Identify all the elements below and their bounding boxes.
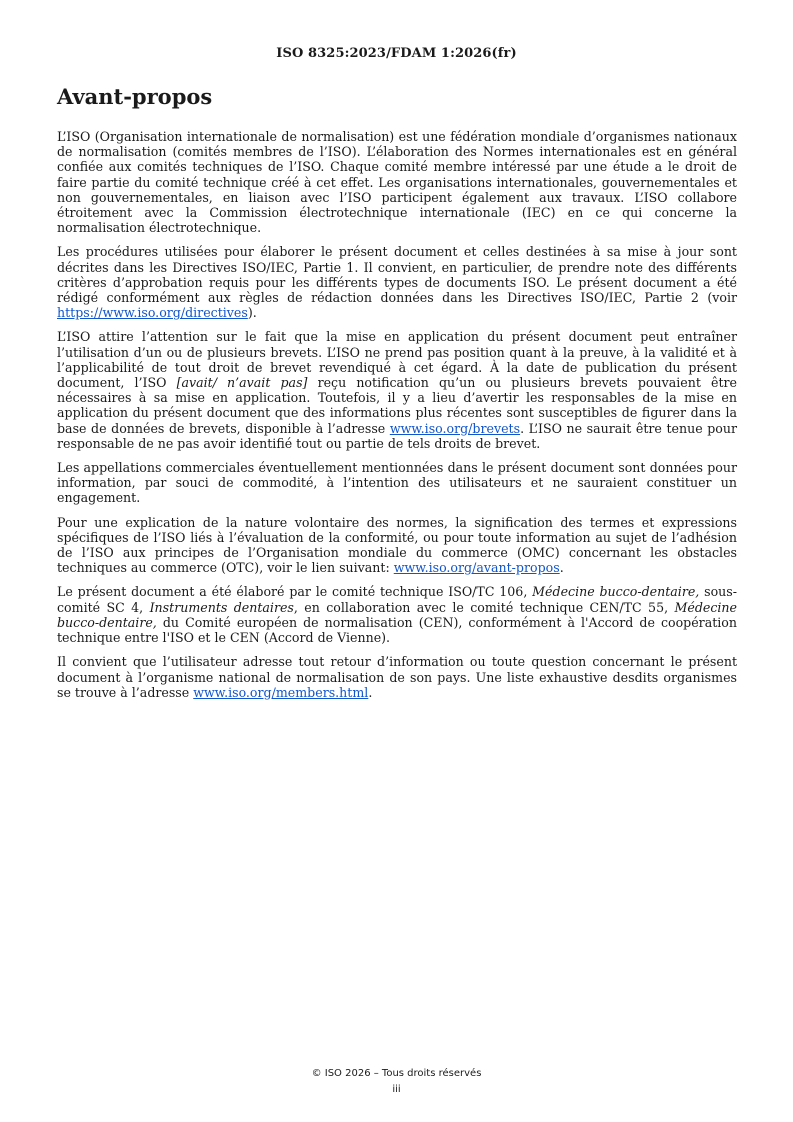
paragraph-6-text-3: , en collaboration avec le comité technique CEN/TC 55, bbox=[293, 599, 675, 615]
document-id-header: ISO 8325:2023/FDAM 1:2026(fr) bbox=[276, 46, 517, 61]
document-body bbox=[57, 129, 737, 709]
paragraph-6 bbox=[57, 584, 737, 645]
paragraph-5-text: Pour une explication de la nature volontaire des normes, la signification des termes et expressions spécifiques de l’ISO liés à l’évaluation de la conformité, ou pour toute information au sujet de l’adhésion de l’ISO aux principes de l’Organisation mondiale du commerce (OMC) concernant les obstacles techniques au commerce (OTC), voir le lien suivant: bbox=[57, 514, 737, 576]
paragraph-3 bbox=[57, 329, 737, 451]
paragraph-6-italic-3: Médecine bucco-dentaire, bbox=[57, 599, 737, 630]
paragraph-1 bbox=[57, 129, 737, 235]
paragraph-1-text: L’ISO (Organisation internationale de normalisation) est une fédération mondiale d’organismes nationaux de normalisation (comités membres de l’ISO). L’élaboration des Normes internationales est en général confiée aux comités techniques de l’ISO. Chaque comité membre intéressé par une étude a le droit de faire partie du comité technique créé à cet effet. Les organisations internationales, gouvernementales et non gouvernementales, en liaison avec l’ISO participent également aux travaux. L’ISO collabore étroitement avec la Commission électrotechnique internationale (IEC) en ce qui concerne la normalisation électrotechnique. bbox=[57, 129, 737, 236]
page-number: iii bbox=[392, 1084, 401, 1095]
paragraph-6-text-2: sous-comité SC 4, bbox=[57, 584, 738, 615]
paragraph-7-end: . bbox=[368, 684, 373, 700]
paragraph-6-italic-1: Médecine bucco-dentaire, bbox=[532, 584, 700, 600]
paragraph-5-end: . bbox=[559, 560, 564, 576]
paragraph-4-text: Les appellations commerciales éventuellement mentionnées dans le présent document sont données pour information, par souci de commodité, à l’intention des utilisateurs et ne sauraient constituer un engagement. bbox=[57, 460, 737, 506]
paragraph-3-text-1: L’ISO attire l’attention sur le fait que la mise en application du présent document peut entraîner l’utilisation d’un ou de plusieurs brevets. L’ISO ne prend pas position quant à la preuve, à la validité et à l’applicabilité de tout droit de brevet revendiqué à cet égard. À la date de publication du présent document, l’ISO bbox=[57, 329, 737, 391]
paragraph-7-text: Il convient que l’utilisateur adresse tout retour d’information ou toute question concernant le présent document à l’organisme national de normalisation de son pays. Une liste exhaustive desdits organismes se trouve à l’adresse bbox=[57, 654, 737, 700]
members-link[interactable]: www.iso.org/members.html bbox=[193, 684, 369, 700]
paragraph-7 bbox=[57, 654, 737, 700]
brevets-link[interactable]: www.iso.org/brevets bbox=[389, 420, 521, 436]
paragraph-6-text-1: Le présent document a été élaboré par le comité technique ISO/TC 106, bbox=[57, 584, 533, 600]
copyright-notice: © ISO 2026 – Tous droits réservés bbox=[311, 1068, 482, 1079]
paragraph-6-italic-2: Instruments dentaires bbox=[149, 599, 294, 615]
paragraph-3-text-2: reçu notification qu’un ou plusieurs brevets pouvaient être nécessaires à sa mise en application. Toutefois, il y a lieu d’avertir les responsables de la mise en application du présent document que des informations plus récentes sont susceptibles de figurer dans la base de données de brevets, disponible à l’adresse bbox=[57, 375, 737, 436]
paragraph-3-italic: [avait/ n’avait pas] bbox=[176, 375, 308, 391]
paragraph-2-text: Les procédures utilisées pour élaborer le présent document et celles destinées à sa mise à jour sont décrites dans les Directives ISO/IEC, Partie 1. Il convient, en particulier, de prendre note des différents critères d’approbation requis pour les différents types de documents ISO. Le présent document a été rédigé conformément aux règles de rédaction données dans les Directives ISO/IEC, Partie 2 (voir bbox=[57, 244, 737, 306]
directives-link[interactable]: https://www.iso.org/directives bbox=[57, 305, 248, 321]
paragraph-2 bbox=[57, 244, 737, 320]
avant-propos-link[interactable]: www.iso.org/avant-propos bbox=[393, 560, 560, 576]
paragraph-3-text-3: . L’ISO ne saurait être tenue pour responsable de ne pas avoir identifié tout ou partie de tels droits de brevet. bbox=[57, 420, 737, 451]
section-title: Avant-propos bbox=[57, 84, 213, 109]
paragraph-5 bbox=[57, 515, 737, 576]
paragraph-2-end: ). bbox=[247, 305, 257, 321]
page-footer bbox=[0, 1066, 793, 1098]
paragraph-6-text-4: du Comité européen de normalisation (CEN), conformément à l'Accord de coopération technique entre l'ISO et le CEN (Accord de Vienne). bbox=[57, 614, 737, 646]
paragraph-4 bbox=[57, 460, 737, 506]
